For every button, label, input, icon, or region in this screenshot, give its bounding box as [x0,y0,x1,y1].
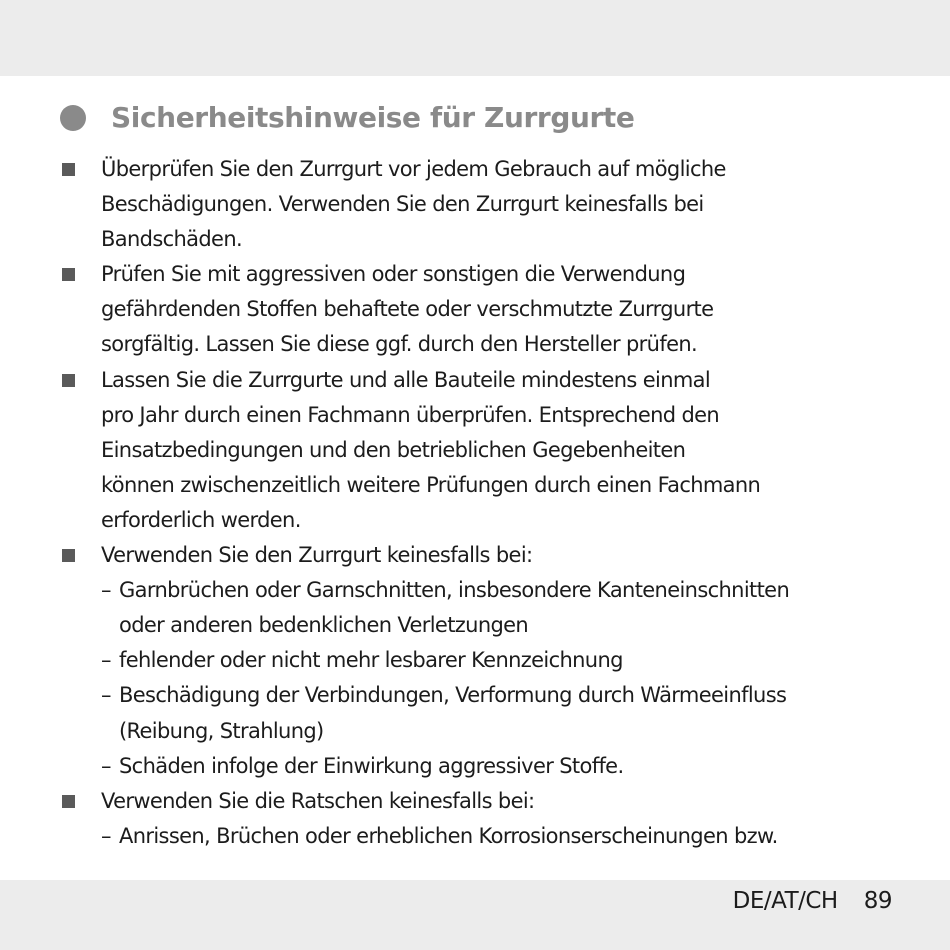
sub-item-line [60,714,930,749]
dash-bullet: – [101,753,111,778]
sub-item-text: (Reibung, Strahlung) [119,718,324,743]
top-margin-band [0,0,950,76]
dash-bullet: – [101,648,111,673]
bullet-text: können zwischenzeitlich weitere Prüfungen durch einen Fachmann [101,472,761,497]
bullet-text: Beschädigungen. Verwenden Sie den Zurrgurt keinesfalls bei [101,192,704,217]
sub-item-text: fehlender oder nicht mehr lesbarer Kennzeichnung [119,648,623,673]
bullet-text: Überprüfen Sie den Zurrgurt vor jedem Gebrauch auf mögliche [101,157,726,181]
sub-item-text: Beschädigung der Verbindungen, Verformung durch Wärmeeinfluss [119,683,787,708]
bullet-item [60,152,930,257]
text-line [60,538,930,573]
text-line [60,363,930,398]
section-title: Sicherheitshinweise für Zurrgurte [111,101,635,134]
bullet-text: Prüfen Sie mit aggressiven oder sonstigen die Verwendung [101,262,686,287]
bullet-text: erforderlich werden. [101,507,301,532]
bullet-text: gefährdenden Stoffen behaftete oder verschmutzte Zurrgurte [101,297,714,322]
dash-bullet: – [101,683,111,708]
bullet-text: Lassen Sie die Zurrgurte und alle Bauteile mindestens einmal [101,367,711,392]
sub-item-line [60,573,930,608]
bullet-item [60,363,930,538]
page-number: 89 [863,888,892,914]
square-bullet-icon [62,374,75,387]
square-bullet-icon [62,163,75,176]
text-line [60,257,930,292]
bullet-text: pro Jahr durch einen Fachmann überprüfen. Entsprechend den [101,402,720,427]
sub-item-text: oder anderen bedenklichen Verletzungen [119,613,529,638]
text-line [60,292,930,327]
bullet-text: Bandschäden. [101,227,243,252]
bullet-text: Verwenden Sie die Ratschen keinesfalls bei: [101,788,535,813]
dash-bullet: – [101,823,111,848]
sub-item-line [60,608,930,643]
circle-bullet-icon [60,105,86,131]
bullet-item [60,257,930,362]
text-line [60,222,930,257]
square-bullet-icon [62,795,75,808]
sub-item-text: Schäden infolge der Einwirkung aggressiver Stoffe. [119,753,624,778]
section-heading [60,101,634,134]
text-line [60,187,930,222]
text-line [60,433,930,468]
sub-item-text: Anrissen, Brüchen oder erheblichen Korrosionserscheinungen bzw. [119,823,778,848]
bullet-text: Verwenden Sie den Zurrgurt keinesfalls bei: [101,543,533,568]
sub-item-line [60,749,930,784]
sub-item-line [60,678,930,713]
bullet-item [60,538,930,784]
page-footer [733,888,892,914]
dash-bullet: – [101,578,111,603]
text-line [60,152,930,187]
bullet-item [60,784,930,854]
square-bullet-icon [62,268,75,281]
text-line [60,468,930,503]
safety-instructions-list [60,152,930,854]
sub-item-text: Garnbrüchen oder Garnschnitten, insbesondere Kanteneinschnitten [119,578,790,603]
text-line [60,398,930,433]
footer-region: DE/AT/CH [732,888,838,914]
bullet-text: sorgfältig. Lassen Sie diese ggf. durch den Hersteller prüfen. [101,332,698,357]
text-line [60,327,930,362]
text-line [60,784,930,819]
bullet-text: Einsatzbedingungen und den betrieblichen Gegebenheiten [101,437,686,462]
square-bullet-icon [62,549,75,562]
sub-item-line [60,643,930,678]
sub-item-line [60,819,930,854]
text-line [60,503,930,538]
